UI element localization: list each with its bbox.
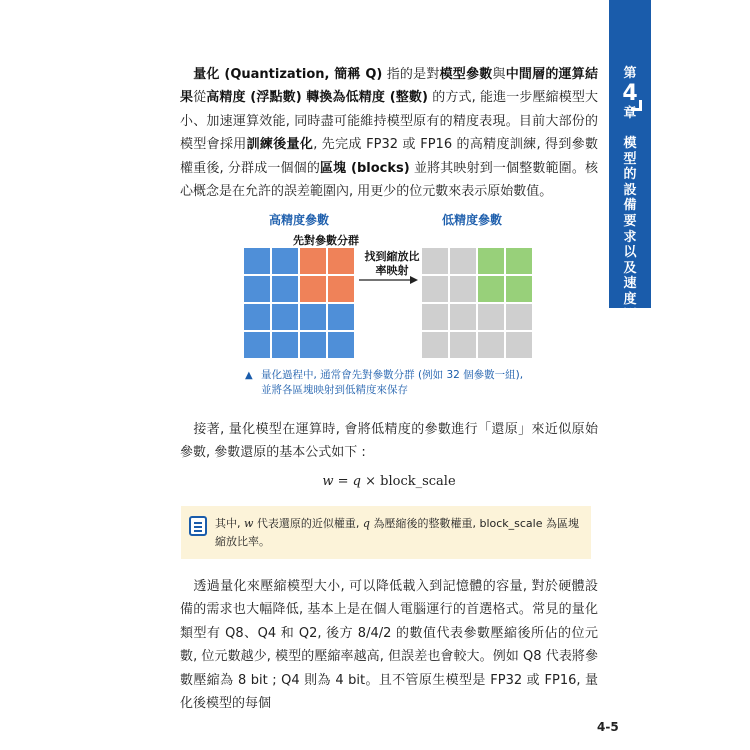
high-precision-grid [244, 248, 354, 358]
param-cell [450, 276, 476, 302]
paragraph-quant-types [180, 575, 598, 715]
param-cell [450, 332, 476, 358]
param-cell [422, 304, 448, 330]
text-run: 與 [492, 67, 506, 82]
text-run: 的方式, 能進一步壓縮模型大小、加速運算效能, 同時盡可能維持模型原有的精度表現。目前大部份的模型會採用 [180, 90, 598, 153]
param-cell [478, 332, 504, 358]
note-var-w: w [244, 517, 254, 530]
param-cell [272, 304, 298, 330]
param-cell [300, 304, 326, 330]
caption-line-1: 量化過程中, 通常會先對參數分群 (例如 32 個參數一組), [261, 369, 524, 381]
param-cell [506, 304, 532, 330]
text-run: 從 [193, 90, 207, 106]
text-run: 其中, [215, 517, 244, 530]
param-cell [244, 304, 270, 330]
formula-times: × [360, 474, 381, 489]
param-cell [478, 248, 504, 274]
figure-left-title: 高精度參數 [269, 213, 330, 227]
param-cell [478, 304, 504, 330]
paragraph-restore-intro [180, 418, 598, 465]
text-run: 透過量化來壓縮模型大小, 可以降低載入到記憶體的容量, 對於硬體設備的需求也大幅降低, 基本上是在個人電腦運行的首選格式。常見的量化類型有 Q8、Q4 和 Q2, 後方 8/4/2 的數值代表參數壓縮後所佔的位元數, 位元數越少, 模型的壓縮率越高, 但誤差也會較大。例如 Q8 代表將參數壓縮為 8 bit ; Q4 則為 4 bit。且不管原生模型是 FP32 或 FP16, 量化後模型的每個 [180, 579, 598, 712]
text-run: 指的是對 [382, 67, 440, 82]
param-cell [272, 332, 298, 358]
chapter-number: 4 [622, 81, 638, 106]
param-cell [244, 332, 270, 358]
param-cell [422, 248, 448, 274]
formula-w: w [322, 474, 334, 489]
formula-q: q [352, 474, 361, 489]
chapter-prefix: 第 [623, 66, 637, 81]
param-cell [300, 332, 326, 358]
param-cell [300, 276, 326, 302]
text-run: , 先完成 FP32 或 FP16 的高精度訓練, 得到參數權重後, 分群成一個個的 [180, 137, 598, 176]
term-precision-conversion: 高精度 (浮點數) 轉換為低精度 (整數) [206, 90, 428, 106]
param-cell [450, 248, 476, 274]
figure-right-title: 低精度參數 [442, 213, 503, 227]
term-post-training-quant: 訓練後量化 [246, 137, 314, 153]
text-run: 接著, 量化模型在運算時, 會將低精度的參數進行「還原」來近似原始參數, 參數還原的基本公式如下 : [180, 422, 598, 461]
param-cell [422, 276, 448, 302]
param-cell [450, 304, 476, 330]
text-run: 代表還原的近似權重, [253, 517, 363, 530]
restore-formula [0, 474, 750, 489]
param-cell [506, 248, 532, 274]
note-text [215, 515, 585, 551]
param-cell [328, 304, 354, 330]
term-intermediate-results: 中間層的運算結果 [180, 67, 598, 106]
note-box [181, 506, 591, 559]
caption-triangle-icon: ▲ [245, 370, 253, 381]
page-number: 4-5 [597, 720, 619, 734]
text-run: 為壓縮後的整數權重, block_scale 為區塊縮放比率。 [215, 517, 579, 548]
low-precision-grid [422, 248, 532, 358]
formula-equals: = [333, 474, 353, 489]
param-cell [244, 276, 270, 302]
chapter-suffix: 章 [623, 106, 637, 121]
figure-left-subtitle: 先對參數分群 [293, 234, 359, 247]
note-var-q: q [362, 517, 370, 530]
param-cell [300, 248, 326, 274]
formula-scale: block_scale [380, 474, 456, 489]
term-model-params: 模型參數 [439, 67, 493, 82]
param-cell [422, 332, 448, 358]
param-cell [272, 248, 298, 274]
figure-caption [245, 368, 565, 398]
param-cell [328, 248, 354, 274]
chapter-title: 模型的設備要求以及速度測試 [623, 136, 637, 339]
mapping-arrow-head-icon [410, 276, 418, 284]
text-run: 並將其映射到一個整數範圍。核心概念是在允許的誤差範圍內, 用更少的位元數來表示原始數值。 [180, 160, 598, 200]
note-book-icon [189, 516, 207, 536]
caption-line-2: 並將各區塊映射到低精度來保存 [261, 384, 408, 396]
param-cell [272, 276, 298, 302]
term-blocks: 區塊 (blocks) [320, 160, 410, 176]
param-cell [506, 332, 532, 358]
param-cell [328, 332, 354, 358]
param-cell [478, 276, 504, 302]
param-cell [328, 276, 354, 302]
param-cell [506, 276, 532, 302]
term-quantization: 量化 (Quantization, 簡稱 Q) [193, 67, 383, 82]
param-cell [244, 248, 270, 274]
figure-arrow-label: 找到縮放比率映射 [364, 250, 420, 277]
